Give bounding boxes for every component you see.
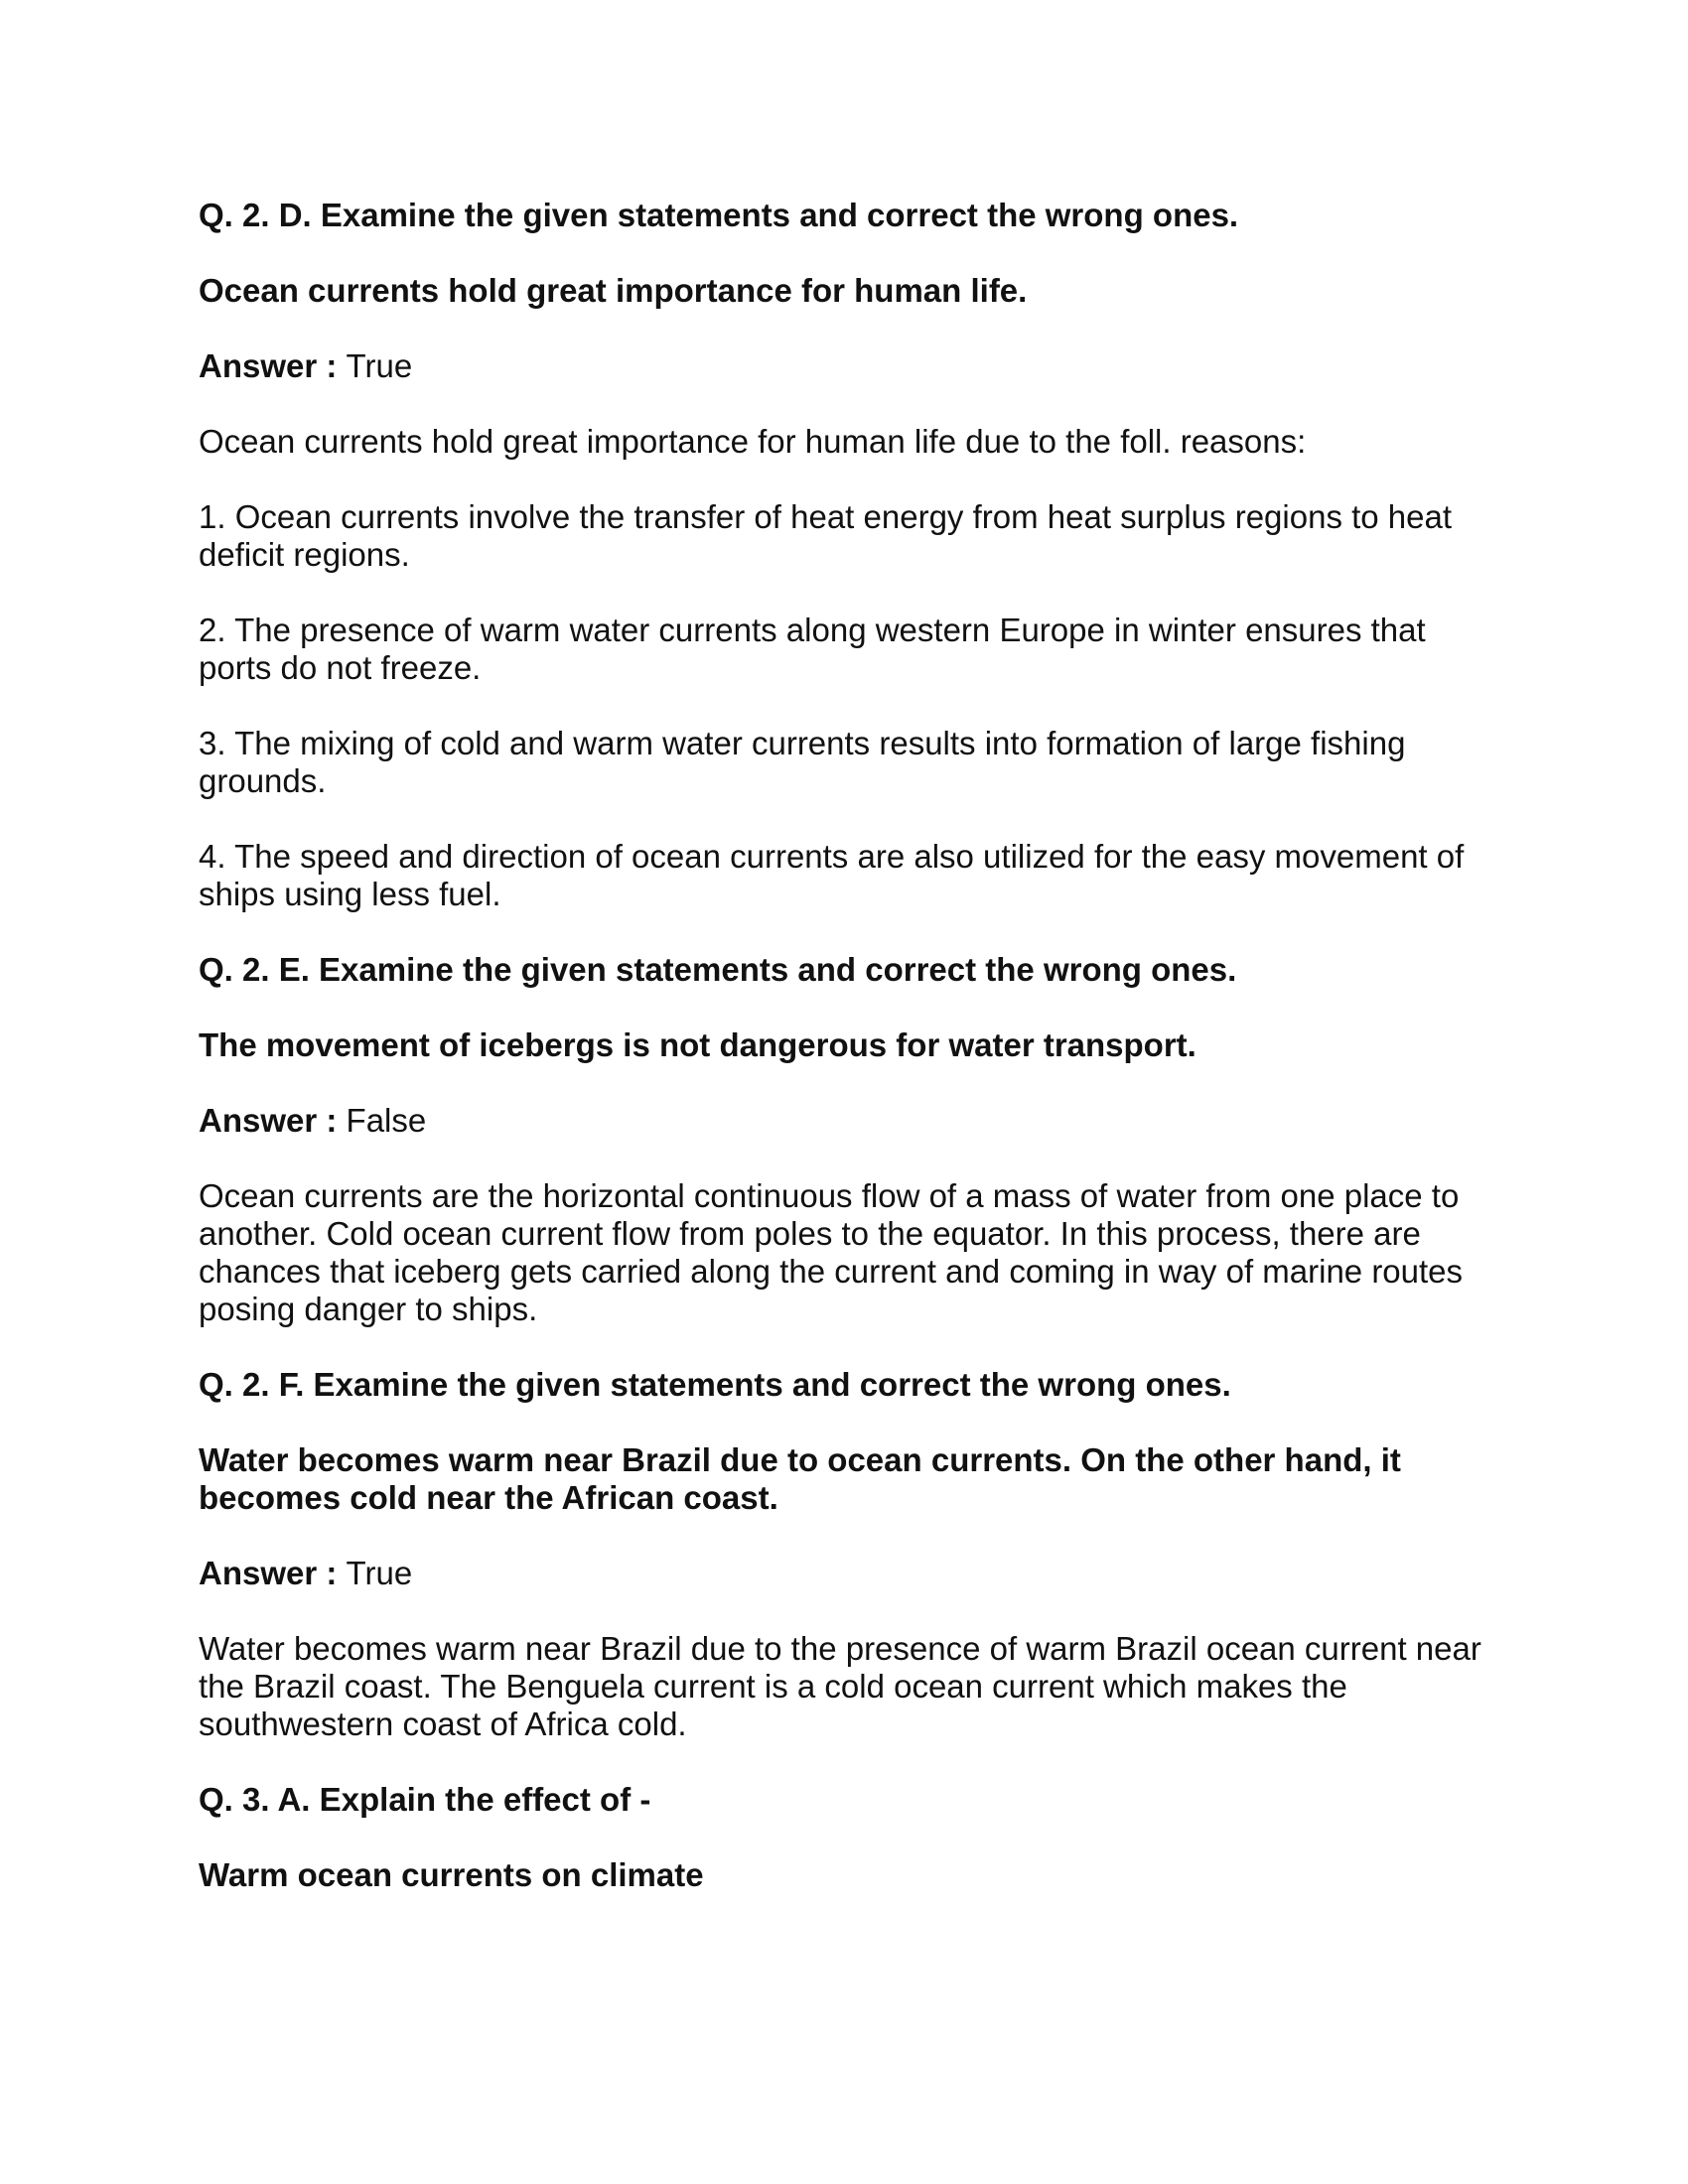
answer-label: Answer : bbox=[199, 1555, 347, 1591]
q2d-intro: Ocean currents hold great importance for human life due to the foll. reasons: bbox=[199, 423, 1307, 460]
q2d-point-3: 3. The mixing of cold and warm water currents results into formation of large fishing grounds. bbox=[199, 725, 1406, 799]
q2e-statement: The movement of icebergs is not dangerous for water transport. bbox=[199, 1026, 1196, 1063]
q2e-explanation: Ocean currents are the horizontal continuous flow of a mass of water from one place to another. Cold ocean current flow from poles to the equator. In this process, there are chances that iceberg gets carried along the current and coming in way of marine routes posing danger to ships. bbox=[199, 1177, 1464, 1327]
q3a-statement: Warm ocean currents on climate bbox=[199, 1856, 704, 1893]
q2f-explanation: Water becomes warm near Brazil due to the presence of warm Brazil ocean current near the Brazil coast. The Benguela current is a cold ocean current which makes the southwestern coast of Africa cold. bbox=[199, 1630, 1481, 1742]
answer-value: True bbox=[346, 347, 413, 384]
answer-value: True bbox=[346, 1555, 413, 1591]
q2d-answer bbox=[199, 347, 1489, 385]
q2d-heading: Q. 2. D. Examine the given statements and correct the wrong ones. bbox=[199, 197, 1239, 233]
q2e-answer bbox=[199, 1102, 1489, 1140]
q2f-statement: Water becomes warm near Brazil due to ocean currents. On the other hand, it becomes cold near the African coast. bbox=[199, 1441, 1401, 1516]
q2f-answer bbox=[199, 1555, 1489, 1592]
q3a-heading: Q. 3. A. Explain the effect of - bbox=[199, 1781, 651, 1818]
document-page bbox=[199, 197, 1489, 1932]
answer-value: False bbox=[346, 1102, 427, 1139]
q2d-point-2: 2. The presence of warm water currents along western Europe in winter ensures that ports do not freeze. bbox=[199, 612, 1426, 686]
q2d-statement: Ocean currents hold great importance for human life. bbox=[199, 272, 1028, 309]
q2e-heading: Q. 2. E. Examine the given statements and correct the wrong ones. bbox=[199, 951, 1237, 988]
answer-label: Answer : bbox=[199, 1102, 347, 1139]
q2f-heading: Q. 2. F. Examine the given statements and correct the wrong ones. bbox=[199, 1366, 1231, 1403]
q2d-point-1: 1. Ocean currents involve the transfer of heat energy from heat surplus regions to heat deficit regions. bbox=[199, 498, 1453, 573]
answer-label: Answer : bbox=[199, 347, 347, 384]
q2d-point-4: 4. The speed and direction of ocean currents are also utilized for the easy movement of ships using less fuel. bbox=[199, 838, 1465, 912]
